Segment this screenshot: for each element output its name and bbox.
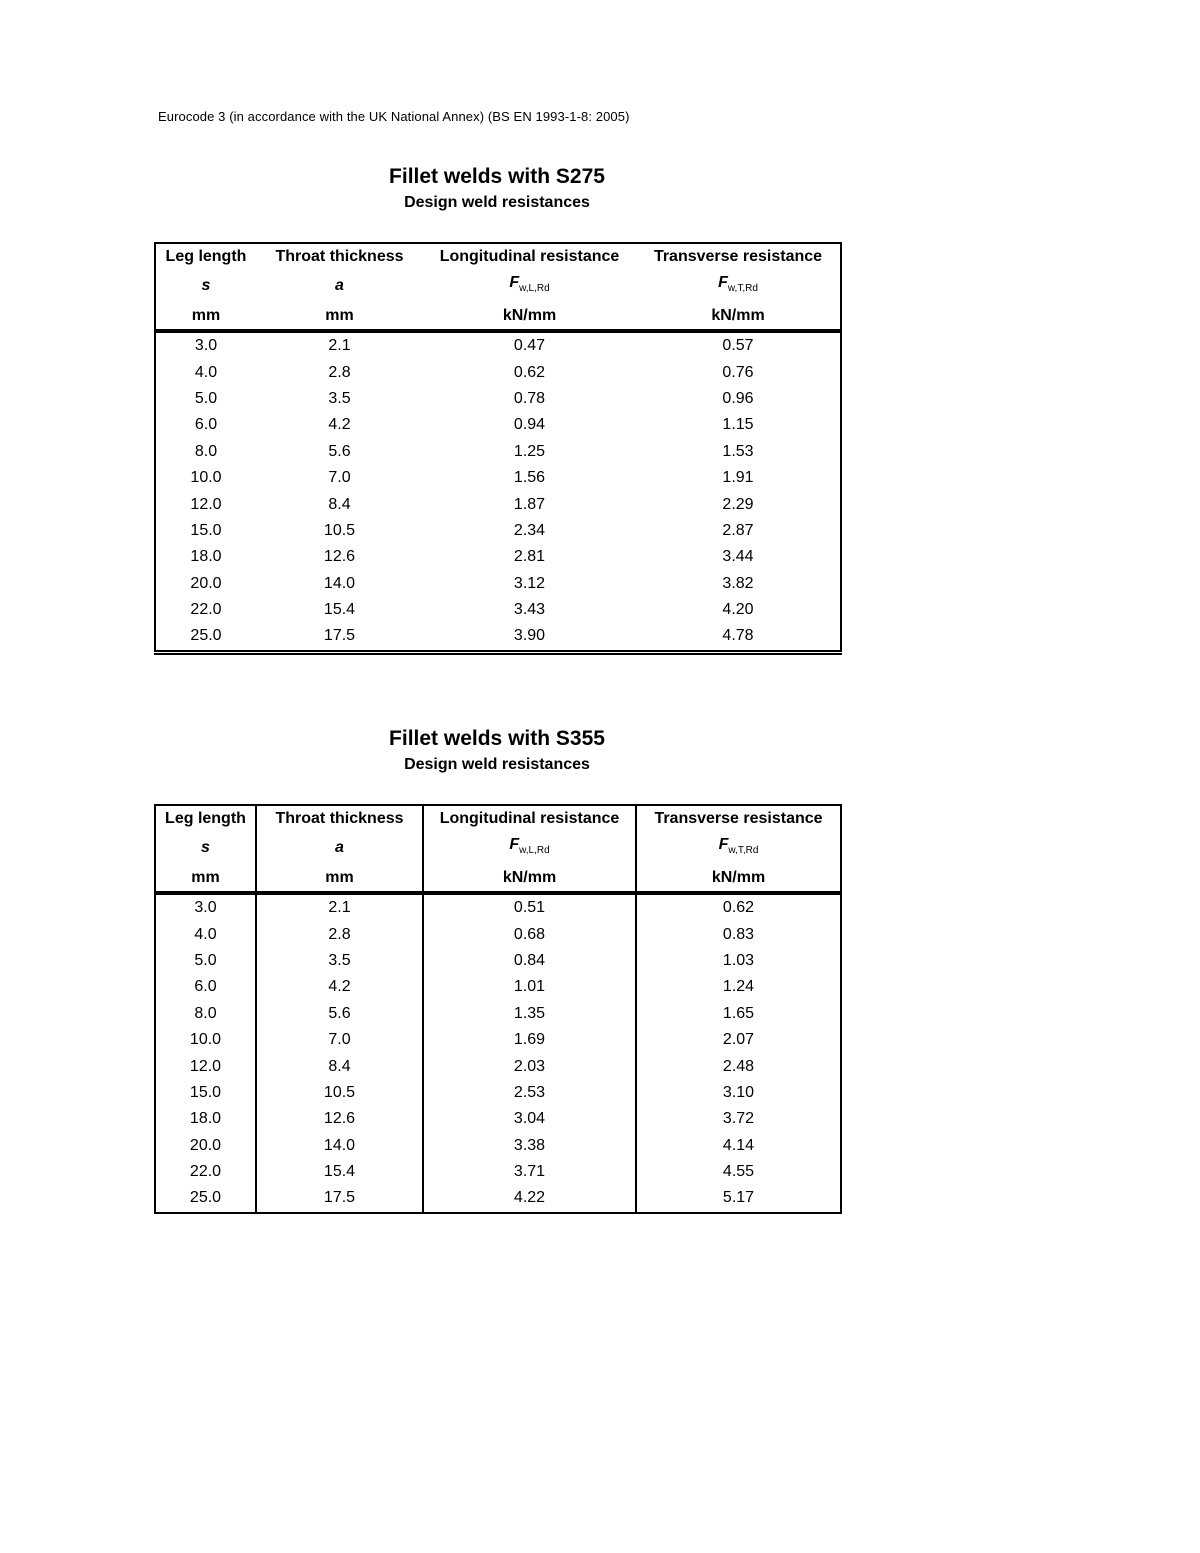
table-cell: 6.0 xyxy=(194,416,218,434)
table-cell: 0.83 xyxy=(636,921,841,947)
symbol-subscript: w,T,Rd xyxy=(727,283,758,295)
col-header-label: Longitudinal resistance xyxy=(423,805,636,832)
table-title: Fillet welds with S355 xyxy=(389,727,605,750)
table-cell: 6.0 xyxy=(194,978,217,996)
table-cell: 2.53 xyxy=(423,1080,636,1106)
table-row xyxy=(155,1001,841,1027)
table-row xyxy=(155,439,841,465)
table-cell: 3.0 xyxy=(194,337,218,355)
table-cell: 22.0 xyxy=(189,1163,222,1181)
table-cell: 7.0 xyxy=(256,1027,423,1053)
table-cell: 15.0 xyxy=(189,1083,222,1101)
table-cell: 5.0 xyxy=(194,389,218,407)
table-cell: 4.2 xyxy=(256,974,423,1000)
table-cell: 4.55 xyxy=(636,1159,841,1185)
col-header-label: Transverse resistance xyxy=(636,805,841,832)
table-cell: 12.6 xyxy=(323,548,356,566)
weld-resistance-table-s355 xyxy=(154,804,842,1214)
table-cell: 2.34 xyxy=(513,521,546,539)
symbol-subscript: w,L,Rd xyxy=(519,845,550,857)
col-header-symbol: a xyxy=(256,832,423,864)
table-cell: 4.14 xyxy=(636,1132,841,1158)
document-header-note: Eurocode 3 (in accordance with the UK National Annex) (BS EN 1993-1-8: 2005) xyxy=(158,109,630,124)
table-cell: 1.35 xyxy=(423,1001,636,1027)
table-cell: 1.24 xyxy=(636,974,841,1000)
table-cell: 0.51 xyxy=(423,893,636,921)
table-cell: 8.0 xyxy=(194,442,218,460)
table-cell: 2.07 xyxy=(636,1027,841,1053)
table-cell: 8.4 xyxy=(256,1053,423,1079)
table-cell: 8.4 xyxy=(328,495,351,513)
table-cell: 1.91 xyxy=(722,469,754,487)
table-cell: 0.76 xyxy=(722,363,754,381)
table-row xyxy=(155,974,841,1000)
col-header-label: Transverse resistance xyxy=(653,248,823,266)
table-cell: 8.0 xyxy=(194,1004,217,1022)
table-cell: 20.0 xyxy=(189,1136,222,1154)
table-row xyxy=(155,518,841,544)
table-cell: 2.8 xyxy=(328,363,351,381)
table-cell: 4.0 xyxy=(194,925,217,943)
table-cell: 0.62 xyxy=(636,893,841,921)
table-cell: 3.10 xyxy=(636,1080,841,1106)
table-subtitle: Design weld resistances xyxy=(404,756,590,773)
header-row-labels xyxy=(155,805,841,832)
col-header-symbol: a xyxy=(335,277,344,295)
table-row xyxy=(155,1080,841,1106)
col-header-unit: mm xyxy=(155,865,256,893)
table-row xyxy=(155,1027,841,1053)
table-cell: 1.01 xyxy=(423,974,636,1000)
table-title: Fillet welds with S275 xyxy=(389,165,605,188)
table-cell: 4.20 xyxy=(722,601,754,619)
table-cell: 14.0 xyxy=(323,574,356,592)
header-row-units xyxy=(155,303,841,331)
section-s355 xyxy=(154,725,840,1207)
symbol-subscript: w,L,Rd xyxy=(519,283,550,295)
table-cell: 2.1 xyxy=(256,893,423,921)
table-cell: 7.0 xyxy=(328,469,351,487)
table-cell: 0.96 xyxy=(722,389,754,407)
col-header-unit: kN/mm xyxy=(423,865,636,893)
table-cell: 5.6 xyxy=(328,442,351,460)
table-cell: 0.57 xyxy=(722,337,754,355)
table-cell: 3.72 xyxy=(636,1106,841,1132)
table-row xyxy=(155,597,841,623)
table-cell: 15.0 xyxy=(190,521,222,539)
col-header-symbol: $F_{w,T,Rd}$ xyxy=(636,832,841,864)
table-cell: 12.0 xyxy=(190,495,222,513)
table-cell: 17.5 xyxy=(256,623,423,652)
table-cell: 12.6 xyxy=(256,1106,423,1132)
table-cell: 3.5 xyxy=(328,389,351,407)
table-cell: 3.04 xyxy=(423,1106,636,1132)
table-row xyxy=(155,570,841,596)
col-header-symbol: s xyxy=(201,839,210,857)
col-header-label: Leg length xyxy=(165,810,246,828)
table-row xyxy=(155,544,841,570)
table-cell: 5.6 xyxy=(256,1001,423,1027)
header-row-symbols xyxy=(155,270,841,302)
table-row xyxy=(155,1106,841,1132)
header-row-units xyxy=(155,865,841,893)
table-cell: 5.0 xyxy=(194,951,217,969)
table-row xyxy=(155,948,841,974)
table-row xyxy=(155,1185,841,1212)
table-cell: 2.03 xyxy=(423,1053,636,1079)
table-cell: 2.87 xyxy=(722,521,754,539)
col-header-label: Throat thickness xyxy=(275,248,404,266)
table-cell: 0.78 xyxy=(513,389,546,407)
table-cell: 3.71 xyxy=(423,1159,636,1185)
table-cell: 3.44 xyxy=(722,548,754,566)
table-row xyxy=(155,893,841,921)
table-cell: 2.48 xyxy=(636,1053,841,1079)
table-cell: 25.0 xyxy=(189,1189,222,1207)
table-subtitle: Design weld resistances xyxy=(404,194,590,211)
table-cell: 1.25 xyxy=(513,442,546,460)
table-row xyxy=(155,623,841,652)
table-row xyxy=(155,921,841,947)
col-header-symbol: $F_{w,L,Rd}$ xyxy=(423,832,636,864)
table-cell: 25.0 xyxy=(155,623,256,652)
table-cell: 3.38 xyxy=(423,1132,636,1158)
header-row-symbols xyxy=(155,832,841,864)
table-row xyxy=(155,1159,841,1185)
col-header-unit: mm xyxy=(155,303,256,331)
table-row xyxy=(155,465,841,491)
table-row xyxy=(155,386,841,412)
table-cell: 3.5 xyxy=(256,948,423,974)
table-cell: 4.2 xyxy=(328,416,351,434)
table-row xyxy=(155,491,841,517)
col-header-unit: mm xyxy=(256,303,423,331)
table-cell: 18.0 xyxy=(190,548,222,566)
col-header-symbol: s xyxy=(201,277,211,295)
col-header-label: Throat thickness xyxy=(256,805,423,832)
col-header-unit: mm xyxy=(256,865,423,893)
table-cell: 4.0 xyxy=(194,363,218,381)
table-cell: 0.62 xyxy=(513,363,546,381)
table-cell: 1.69 xyxy=(423,1027,636,1053)
table-cell: 5.17 xyxy=(636,1185,841,1212)
table-cell: 2.81 xyxy=(513,548,546,566)
table-cell: 14.0 xyxy=(256,1132,423,1158)
table-cell: 3.82 xyxy=(722,574,754,592)
table-cell: 3.0 xyxy=(194,899,217,917)
table-row xyxy=(155,412,841,438)
table-cell: 1.03 xyxy=(636,948,841,974)
table-cell: 3.12 xyxy=(513,574,546,592)
table-cell: 3.90 xyxy=(423,623,636,652)
table-cell: 18.0 xyxy=(189,1110,222,1128)
table-cell: 1.56 xyxy=(513,469,546,487)
col-header-unit: kN/mm xyxy=(423,303,636,331)
col-header-label: Longitudinal resistance xyxy=(439,248,620,266)
table-cell: 2.29 xyxy=(722,495,754,513)
table-row xyxy=(155,331,841,359)
table-row xyxy=(155,359,841,385)
table-cell: 10.0 xyxy=(189,1031,222,1049)
table-cell: 15.4 xyxy=(256,1159,423,1185)
table-cell: 2.1 xyxy=(328,337,351,355)
table-cell: 2.8 xyxy=(256,921,423,947)
symbol-subscript: w,T,Rd xyxy=(728,845,759,857)
table-cell: 0.94 xyxy=(513,416,546,434)
col-header-symbol: $F_{w,L,Rd}$ xyxy=(509,274,550,295)
table-cell: 0.47 xyxy=(513,337,546,355)
table-cell: 10.5 xyxy=(256,1080,423,1106)
table-cell: 0.68 xyxy=(423,921,636,947)
col-header-unit: kN/mm xyxy=(636,303,841,331)
table-row xyxy=(155,1132,841,1158)
table-row xyxy=(155,1053,841,1079)
table-cell: 0.84 xyxy=(423,948,636,974)
col-header-unit: kN/mm xyxy=(636,865,841,893)
table-cell: 17.5 xyxy=(256,1185,423,1212)
table-cell: 1.87 xyxy=(513,495,546,513)
section-s275 xyxy=(154,163,840,645)
table-cell: 4.22 xyxy=(423,1185,636,1212)
table-cell: 1.15 xyxy=(722,416,754,434)
table-cell: 10.5 xyxy=(323,521,356,539)
table-cell: 3.43 xyxy=(513,601,546,619)
table-cell: 1.53 xyxy=(722,442,754,460)
table-cell: 12.0 xyxy=(189,1057,222,1075)
table-cell: 10.0 xyxy=(190,469,222,487)
table-cell: 15.4 xyxy=(323,601,356,619)
table-cell: 1.65 xyxy=(636,1001,841,1027)
table-cell: 20.0 xyxy=(190,574,222,592)
table-cell: 4.78 xyxy=(636,623,841,652)
table-cell: 22.0 xyxy=(190,601,222,619)
col-header-symbol: $F_{w,T,Rd}$ xyxy=(718,274,758,295)
header-row-labels xyxy=(155,243,841,270)
weld-resistance-table-s275 xyxy=(154,242,842,655)
col-header-label: Leg length xyxy=(165,248,247,266)
